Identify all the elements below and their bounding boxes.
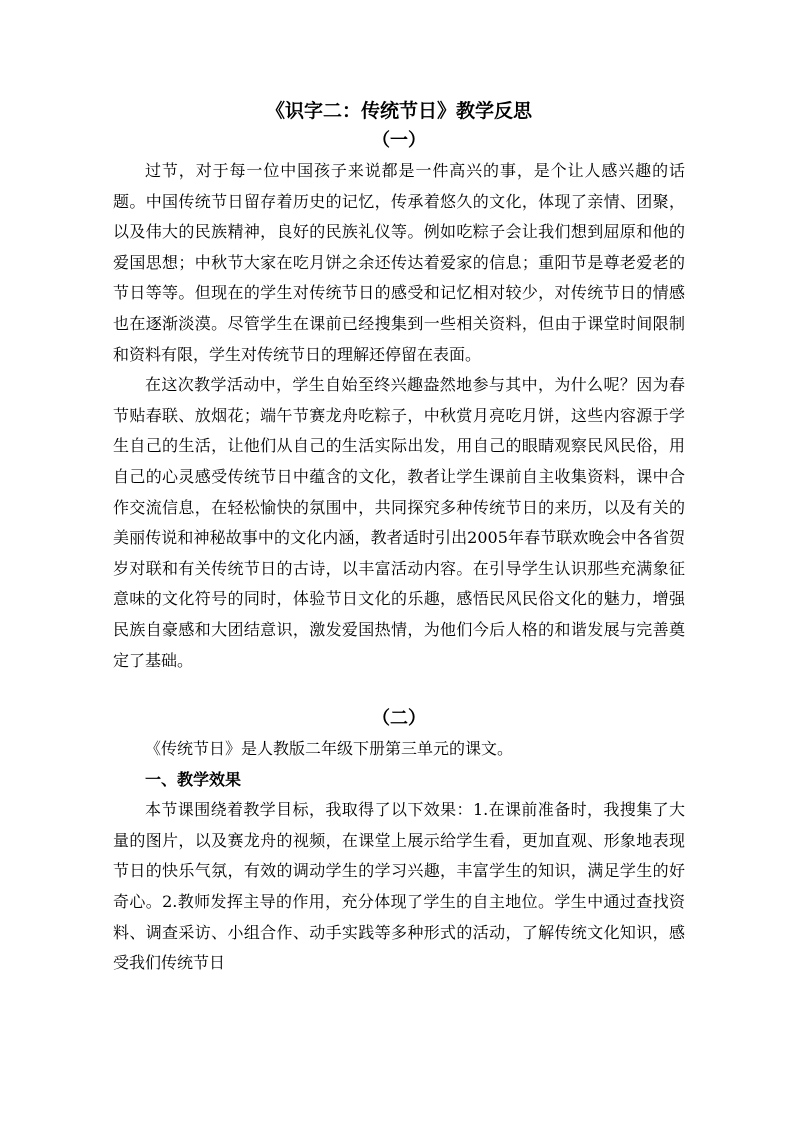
document-title: 《识字二：传统节日》教学反思 xyxy=(265,100,532,122)
document-page xyxy=(113,96,685,979)
section-1-paragraph-2: 在这次教学活动中，学生自始至终兴趣盎然地参与其中，为什么呢？因为春节贴春联、放烟花；端午节赛龙舟吃粽子，中秋赏月亮吃月饼，这些内容源于学生自己的生活，让他们从自己的生活实际出发，用自己的眼睛观察民风民俗，用自己的心灵感受传统节日中蕴含的文化，教者让学生课前自主收集资料，课中合作交流信息，在轻松愉快的氛围中，共同探究多种传统节日的来历，以及有关的美丽传说和神秘故事中的文化内涵，教者适时引出2005年春节联欢晚会中各省贺岁对联和有关传统节日的古诗，以丰富活动内容。在引导学生认识那些充满象征意味的文化符号的同时，体验节日文化的乐趣，感悟民风民俗文化的魅力，增强民族自豪感和大团结意识，激发爱国热情，为他们今后人格的和谐发展与完善奠定了基础。 xyxy=(113,375,685,670)
section-1-heading: （一） xyxy=(372,130,426,151)
section-2-paragraph-1: 本节课围绕着教学目标，我取得了以下效果：1.在课前准备时，我搜集了大量的图片，以及赛龙舟的视频，在课堂上展示给学生看，更加直观、形象地表现节日的快乐气氛，有效的调动学生的学习兴趣，丰富学生的知识，满足学生的好奇心。2.教师发挥主导的作用，充分体现了学生的自主地位。学生中通过查找资料、调查采访、小组合作、动手实践等多种形式的活动，了解传统文化知识，感受我们传统节日 xyxy=(113,800,685,973)
section-1-paragraph-1: 过节，对于每一位中国孩子来说都是一件高兴的事，是个让人感兴趣的话题。中国传统节日留存着历史的记忆，传承着悠久的文化，体现了亲情、团聚，以及伟大的民族精神，良好的民族礼仪等。例如吃粽子会让我们想到屈原和他的爱国思想；中秋节大家在吃月饼之余还传达着爱家的信息；重阳节是尊老爱老的节日等等。但现在的学生对传统节日的感受和记忆相对较少，对传统节日的情感也在逐渐淡漠。尽管学生在课前已经搜集到一些相关资料，但由于课堂时间限制和资料有限，学生对传统节日的理解还停留在表面。 xyxy=(113,161,685,364)
section-2-intro: 《传统节日》是人教版二年级下册第三单元的课文。 xyxy=(145,739,514,759)
section-2-heading: （二） xyxy=(372,708,426,730)
teaching-effect-subheading: 一、教学效果 xyxy=(145,769,242,789)
